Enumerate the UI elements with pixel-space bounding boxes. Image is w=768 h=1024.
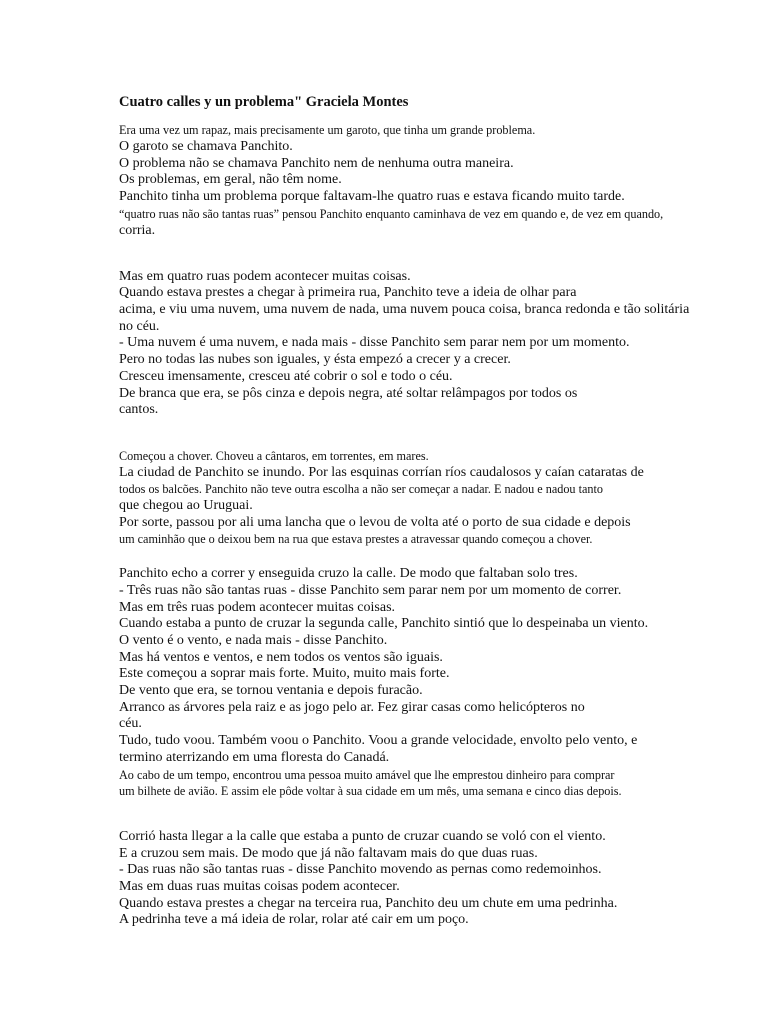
text-line: acima, e viu uma nuvem, uma nuvem de nada, uma nuvem pouca coisa, branca redonda e tão solitária <box>119 301 690 317</box>
text-line: - Uma nuvem é uma nuvem, e nada mais - disse Panchito sem parar nem por um momento. <box>119 335 630 351</box>
paragraph-3 <box>119 448 719 548</box>
text-line: Corrió hasta llegar a la calle que estaba a punto de cruzar cuando se voló con el viento. <box>119 828 606 844</box>
text-line: termino aterrizando em uma floresta do Canadá. <box>119 749 390 765</box>
text-line: De vento que era, se tornou ventania e depois furacão. <box>119 683 423 699</box>
text-line: Cuando estaba a punto de cruzar la segunda calle, Panchito sintió que lo despeinaba un viento. <box>119 616 649 632</box>
paragraph-gap <box>119 419 719 448</box>
text-line: Ao cabo de um tempo, encontrou uma pessoa muito amável que lhe emprestou dinheiro para comprar <box>119 767 615 782</box>
document-title: Cuatro calles y un problema" Graciela Montes <box>119 94 409 110</box>
text-line: um bilhete de avião. E assim ele pôde voltar à sua cidade em um mês, uma semana e cinco dias depois. <box>119 784 622 799</box>
text-line: Era uma vez um rapaz, mais precisamente um garoto, que tinha um grande problema. <box>119 123 536 137</box>
text-line: Tudo, tudo voou. Também voou o Panchito. Voou a grande velocidade, envolto pelo vento, e <box>119 733 638 749</box>
document-page <box>119 93 719 929</box>
text-line: céu. <box>119 716 142 732</box>
text-line: Por sorte, passou por ali uma lancha que o levou de volta até o porto de sua cidade e depois <box>119 514 631 530</box>
text-line: Panchito tinha um problema porque faltavam-lhe quatro ruas e estava ficando muito tarde. <box>119 189 625 205</box>
text-line: que chegou ao Uruguai. <box>119 498 253 514</box>
text-line: - Três ruas não são tantas ruas - disse Panchito sem parar nem por um momento de correr. <box>119 582 622 598</box>
text-line: Os problemas, em geral, não têm nome. <box>119 172 342 188</box>
text-line: A pedrinha teve a má ideia de rolar, rolar até cair em um poço. <box>119 912 469 928</box>
text-line: Panchito echo a correr y enseguida cruzo la calle. De modo que faltaban solo tres. <box>119 566 578 582</box>
paragraph-5 <box>119 829 719 929</box>
text-line: Quando estava prestes a chegar na terceira rua, Panchito deu um chute em uma pedrinha. <box>119 895 618 911</box>
text-line: “quatro ruas não são tantas ruas” pensou Panchito enquanto caminhava de vez em quando e, de vez em quando, <box>119 206 664 221</box>
text-line: Mas há ventos e ventos, e nem todos os ventos são iguais. <box>119 649 443 665</box>
text-line: cantos. <box>119 402 159 418</box>
text-line: um caminhão que o deixou bem na rua que estava prestes a atravessar quando começou a chover. <box>119 532 593 547</box>
paragraph-4 <box>119 566 719 800</box>
paragraph-1 <box>119 122 719 240</box>
text-line: - Das ruas não são tantas ruas - disse Panchito movendo as pernas como redemoinhos. <box>119 862 602 878</box>
text-line: Começou a chover. Choveu a cântaros, em torrentes, em mares. <box>119 448 429 463</box>
text-line: Mas em duas ruas muitas coisas podem acontecer. <box>119 879 400 895</box>
text-line: La ciudad de Panchito se inundo. Por las esquinas corrían ríos caudalosos y caían cataratas de <box>119 464 644 480</box>
text-line: O vento é o vento, e nada mais - disse Panchito. <box>119 632 388 648</box>
text-line: no céu. <box>119 318 160 334</box>
text-line: Mas em três ruas podem acontecer muitas coisas. <box>119 599 396 615</box>
text-line: Mas em quatro ruas podem acontecer muitas coisas. <box>119 268 411 284</box>
text-line: Este começou a soprar mais forte. Muito, muito mais forte. <box>119 666 450 682</box>
text-line: O garoto se chamava Panchito. <box>119 138 293 154</box>
text-line: E a cruzou sem mais. De modo que já não faltavam mais do que duas ruas. <box>119 845 538 861</box>
text-line: De branca que era, se pôs cinza e depois negra, até soltar relâmpagos por todos os <box>119 385 578 401</box>
paragraph-gap <box>119 240 719 269</box>
text-line: O problema não se chamava Panchito nem de nenhuma outra maneira. <box>119 155 514 171</box>
text-line: corria. <box>119 222 156 238</box>
paragraph-gap <box>119 548 719 566</box>
text-line: Quando estava prestes a chegar à primeira rua, Panchito teve a ideia de olhar para <box>119 285 577 301</box>
text-line: Cresceu imensamente, cresceu até cobrir o sol e todo o céu. <box>119 368 453 384</box>
text-line: todos os balcões. Panchito não teve outra escolha a não ser começar a nadar. E nadou e nadou tanto <box>119 482 603 497</box>
paragraph-gap <box>119 800 719 829</box>
paragraph-2 <box>119 269 719 419</box>
text-line: Pero no todas las nubes son iguales, y ésta empezó a crecer y a crecer. <box>119 352 511 368</box>
text-line: Arranco as árvores pela raiz e as jogo pelo ar. Fez girar casas como helicópteros no <box>119 699 585 715</box>
